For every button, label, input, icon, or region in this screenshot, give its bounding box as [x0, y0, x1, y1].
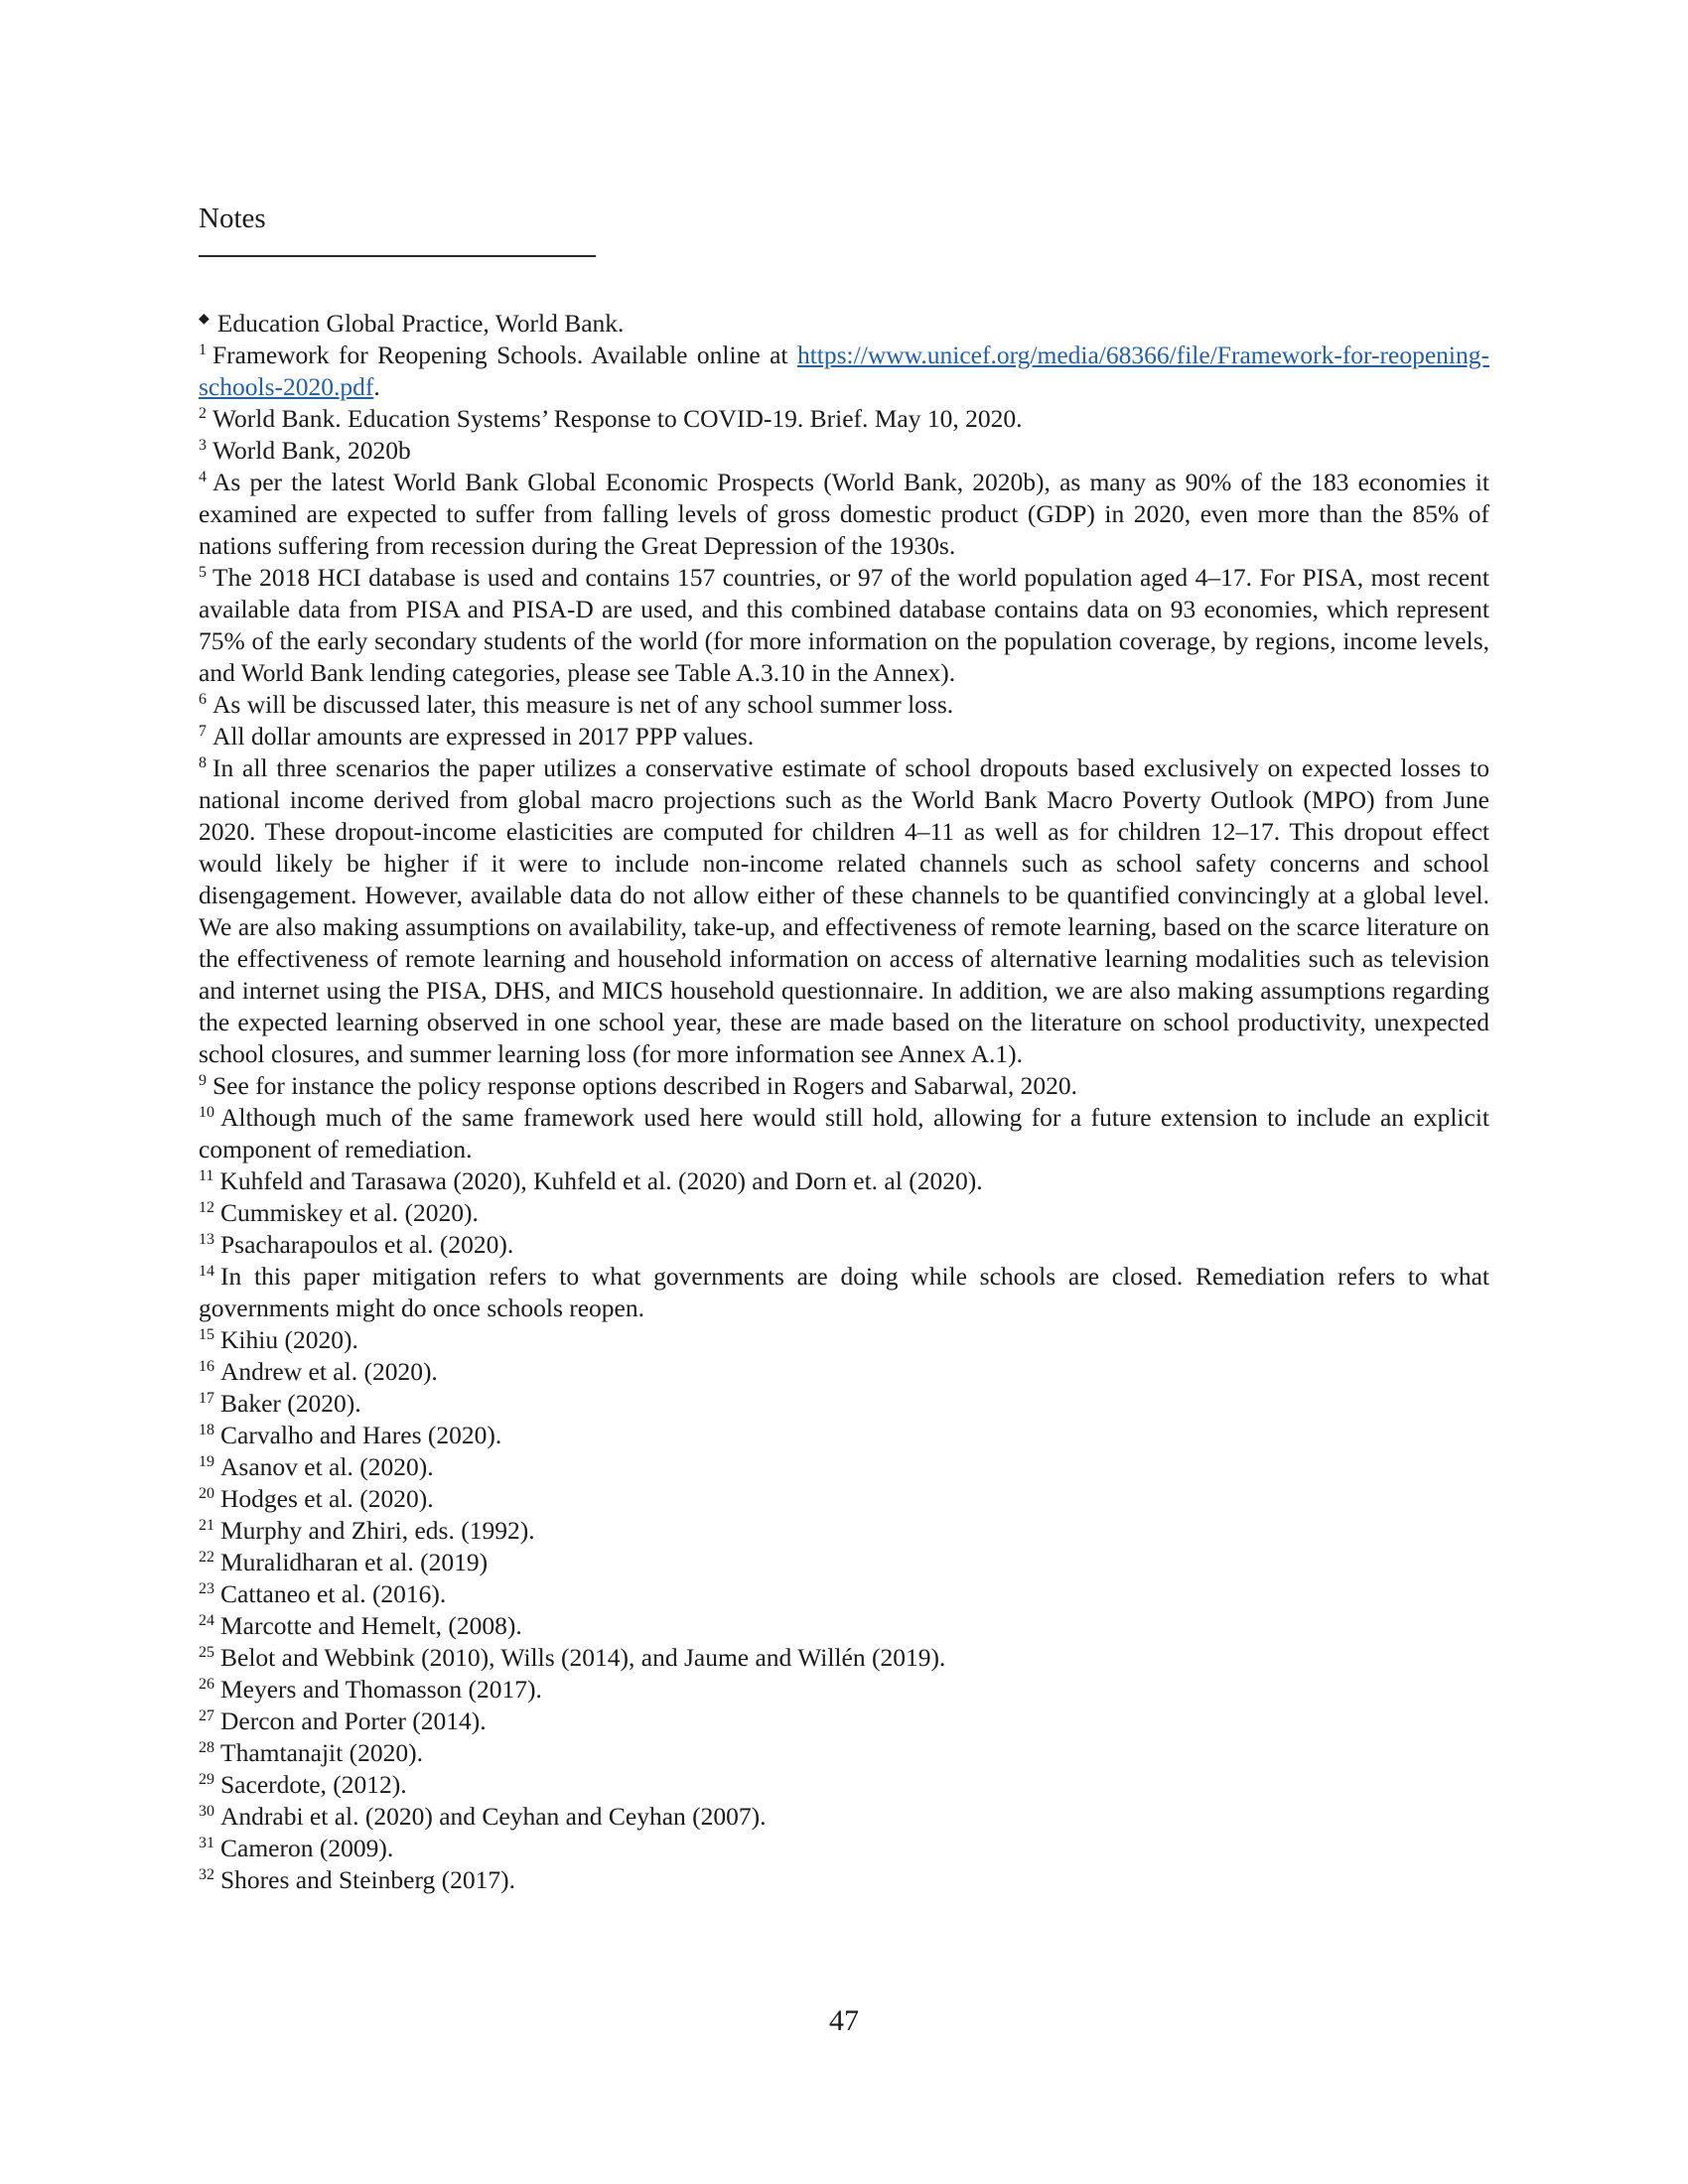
endnote-2: [199, 403, 1489, 435]
endnote-28: [199, 1737, 1489, 1769]
endnote-text: Baker (2020).: [220, 1389, 361, 1418]
endnote-24: [199, 1610, 1489, 1642]
endnote-number: 14: [199, 1263, 214, 1280]
endnotes-list: [199, 304, 1489, 1896]
endnote-11: [199, 1165, 1489, 1197]
endnote-4: [199, 467, 1489, 562]
endnote-number: 29: [199, 1771, 214, 1788]
endnote-text: Meyers and Thomasson (2017).: [220, 1675, 542, 1704]
endnote-7: [199, 721, 1489, 752]
endnote-13: [199, 1229, 1489, 1261]
endnote-29: [199, 1769, 1489, 1801]
endnote-number: 19: [199, 1453, 214, 1470]
notes-divider: [199, 255, 596, 257]
endnote-18: [199, 1420, 1489, 1451]
endnote-text: All dollar amounts are expressed in 2017 PPP values.: [212, 722, 755, 751]
endnote-number: 24: [199, 1612, 214, 1629]
endnote-10: [199, 1102, 1489, 1165]
endnote-25: [199, 1642, 1489, 1674]
endnote-affiliation: [199, 304, 1489, 340]
endnote-26: [199, 1674, 1489, 1706]
endnote-number: 5: [199, 564, 207, 581]
endnote-number: 9: [199, 1072, 207, 1089]
endnote-14: [199, 1261, 1489, 1324]
endnote-number: 6: [199, 691, 207, 708]
endnote-text: Kihiu (2020).: [220, 1325, 358, 1354]
endnote-number: 26: [199, 1676, 214, 1693]
endnote-number: 1: [199, 341, 207, 358]
endnote-19: [199, 1451, 1489, 1483]
endnote-text: In all three scenarios the paper utilizes a conservative estimate of school dropouts based exclusively on expected losses to national income derived from global macro projections such as the World Bank Macro Poverty Outlook (MPO) from June 2020. These dropout-income elasticities are computed for children 4–11 as well as for children 12–17. This dropout effect would likely be higher if it were to include non-income related channels such as school safety concerns and school disengagement. However, available data do not allow either of these channels to be quantified convincingly at a global level. We are also making assumptions on availability, take-up, and effectiveness of remote learning, based on the scarce literature on the effectiveness of remote learning and household information on access of alternative learning modalities such as television and internet using the PISA, DHS, and MICS household questionnaire. In addition, we are also making assumptions regarding the expected learning observed in one school year, these are made based on the literature on school productivity, unexpected school closures, and summer learning loss (for more information see Annex A.1).: [199, 753, 1489, 1068]
endnote-text: Muralidharan et al. (2019): [220, 1548, 489, 1576]
endnote-text: In this paper mitigation refers to what governments are doing while schools are closed. Remediation refers to what governments might do once schools reopen.: [199, 1262, 1489, 1322]
endnote-text: World Bank. Education Systems’ Response to COVID-19. Brief. May 10, 2020.: [212, 404, 1023, 433]
endnote-15: [199, 1324, 1489, 1356]
endnote-31: [199, 1833, 1489, 1864]
endnote-number: 27: [199, 1707, 214, 1724]
endnote-17: [199, 1388, 1489, 1420]
endnote-12: [199, 1197, 1489, 1229]
endnote-number: 18: [199, 1422, 214, 1438]
notes-heading: Notes: [199, 203, 266, 234]
endnote-number: 2: [199, 405, 207, 422]
endnote-22: [199, 1547, 1489, 1578]
endnote-number: 7: [199, 723, 207, 740]
endnote-30: [199, 1801, 1489, 1833]
endnote-number: 25: [199, 1644, 214, 1661]
endnote-text: Carvalho and Hares (2020).: [220, 1421, 502, 1449]
diamond-marker-icon: ◆: [199, 312, 210, 327]
endnote-number: 4: [199, 469, 207, 485]
endnote-number: 30: [199, 1803, 214, 1820]
endnote-27: [199, 1706, 1489, 1737]
endnote-text: Murphy and Zhiri, eds. (1992).: [220, 1516, 535, 1545]
endnote-text: Thamtanajit (2020).: [220, 1738, 423, 1767]
endnote-8: [199, 752, 1489, 1070]
endnote-text: Cameron (2009).: [220, 1834, 394, 1862]
endnote-6: [199, 689, 1489, 721]
endnote-text: Belot and Webbink (2010), Wills (2014), and Jaume and Willén (2019).: [220, 1643, 946, 1672]
endnote-text: As per the latest World Bank Global Economic Prospects (World Bank, 2020b), as many as 90% of the 183 economies it examined are expected to suffer from falling levels of gross domestic product (GDP) in 2020, even more than the 85% of nations suffering from recession during the Great Depression of the 1930s.: [199, 468, 1489, 560]
endnote-text: Psacharapoulos et al. (2020).: [220, 1230, 514, 1259]
endnote-text: As will be discussed later, this measure is net of any school summer loss.: [212, 690, 954, 719]
endnote-affiliation-text: Education Global Practice, World Bank.: [216, 309, 625, 338]
endnote-number: 10: [199, 1104, 214, 1121]
endnote-text: Although much of the same framework used here would still hold, allowing for a future extension to include an explicit component of remediation.: [199, 1103, 1489, 1163]
endnote-text: See for instance the policy response options described in Rogers and Sabarwal, 2020.: [212, 1071, 1078, 1100]
endnote-number: 21: [199, 1517, 214, 1534]
endnote-text-suffix: .: [373, 372, 380, 401]
endnote-text: Andrew et al. (2020).: [220, 1357, 438, 1386]
endnote-number: 32: [199, 1866, 214, 1883]
endnote-text: Dercon and Porter (2014).: [220, 1706, 487, 1735]
endnote-23: [199, 1578, 1489, 1610]
unicef-framework-link[interactable]: https://www.unicef.org/media/68366/file/Framework-for-reopening-schools-2020.pdf: [199, 341, 1489, 401]
endnote-9: [199, 1070, 1489, 1102]
endnote-text: Framework for Reopening Schools. Available online at: [212, 341, 797, 369]
endnote-number: 16: [199, 1358, 214, 1375]
endnote-text: The 2018 HCI database is used and contains 157 countries, or 97 of the world population aged 4–17. For PISA, most recent available data from PISA and PISA-D are used, and this combined database contains data on 93 economies, which represent 75% of the early secondary students of the world (for more information on the population coverage, by regions, income levels, and World Bank lending categories, please see Table A.3.10 in the Annex).: [199, 563, 1489, 687]
endnote-5: [199, 562, 1489, 689]
endnote-text: Andrabi et al. (2020) and Ceyhan and Ceyhan (2007).: [220, 1802, 767, 1831]
endnote-16: [199, 1356, 1489, 1388]
endnote-number: 12: [199, 1199, 214, 1216]
endnote-21: [199, 1515, 1489, 1547]
endnote-text: World Bank, 2020b: [212, 436, 411, 465]
endnote-number: 3: [199, 437, 207, 454]
endnote-text: Kuhfeld and Tarasawa (2020), Kuhfeld et al. (2020) and Dorn et. al (2020).: [219, 1166, 983, 1195]
endnote-number: 23: [199, 1580, 214, 1597]
endnote-text: Shores and Steinberg (2017).: [220, 1865, 515, 1894]
endnote-3: [199, 435, 1489, 467]
endnote-number: 8: [199, 754, 207, 771]
endnote-text: Cummiskey et al. (2020).: [220, 1198, 479, 1227]
endnote-text: Cattaneo et al. (2016).: [220, 1579, 447, 1608]
endnote-number: 20: [199, 1485, 214, 1502]
endnote-number: 22: [199, 1549, 214, 1566]
page-number: 47: [829, 2004, 859, 2037]
endnote-number: 11: [199, 1167, 214, 1184]
endnote-number: 17: [199, 1390, 214, 1407]
endnote-32: [199, 1864, 1489, 1896]
endnote-text: Marcotte and Hemelt, (2008).: [220, 1611, 522, 1640]
endnote-number: 13: [199, 1231, 214, 1248]
endnote-20: [199, 1483, 1489, 1515]
endnote-number: 31: [199, 1835, 214, 1851]
endnote-1: [199, 340, 1489, 403]
endnote-number: 28: [199, 1739, 214, 1756]
endnote-text: Asanov et al. (2020).: [220, 1452, 434, 1481]
endnote-text: Sacerdote, (2012).: [220, 1770, 407, 1799]
endnote-text: Hodges et al. (2020).: [220, 1484, 434, 1513]
endnote-number: 15: [199, 1326, 214, 1343]
